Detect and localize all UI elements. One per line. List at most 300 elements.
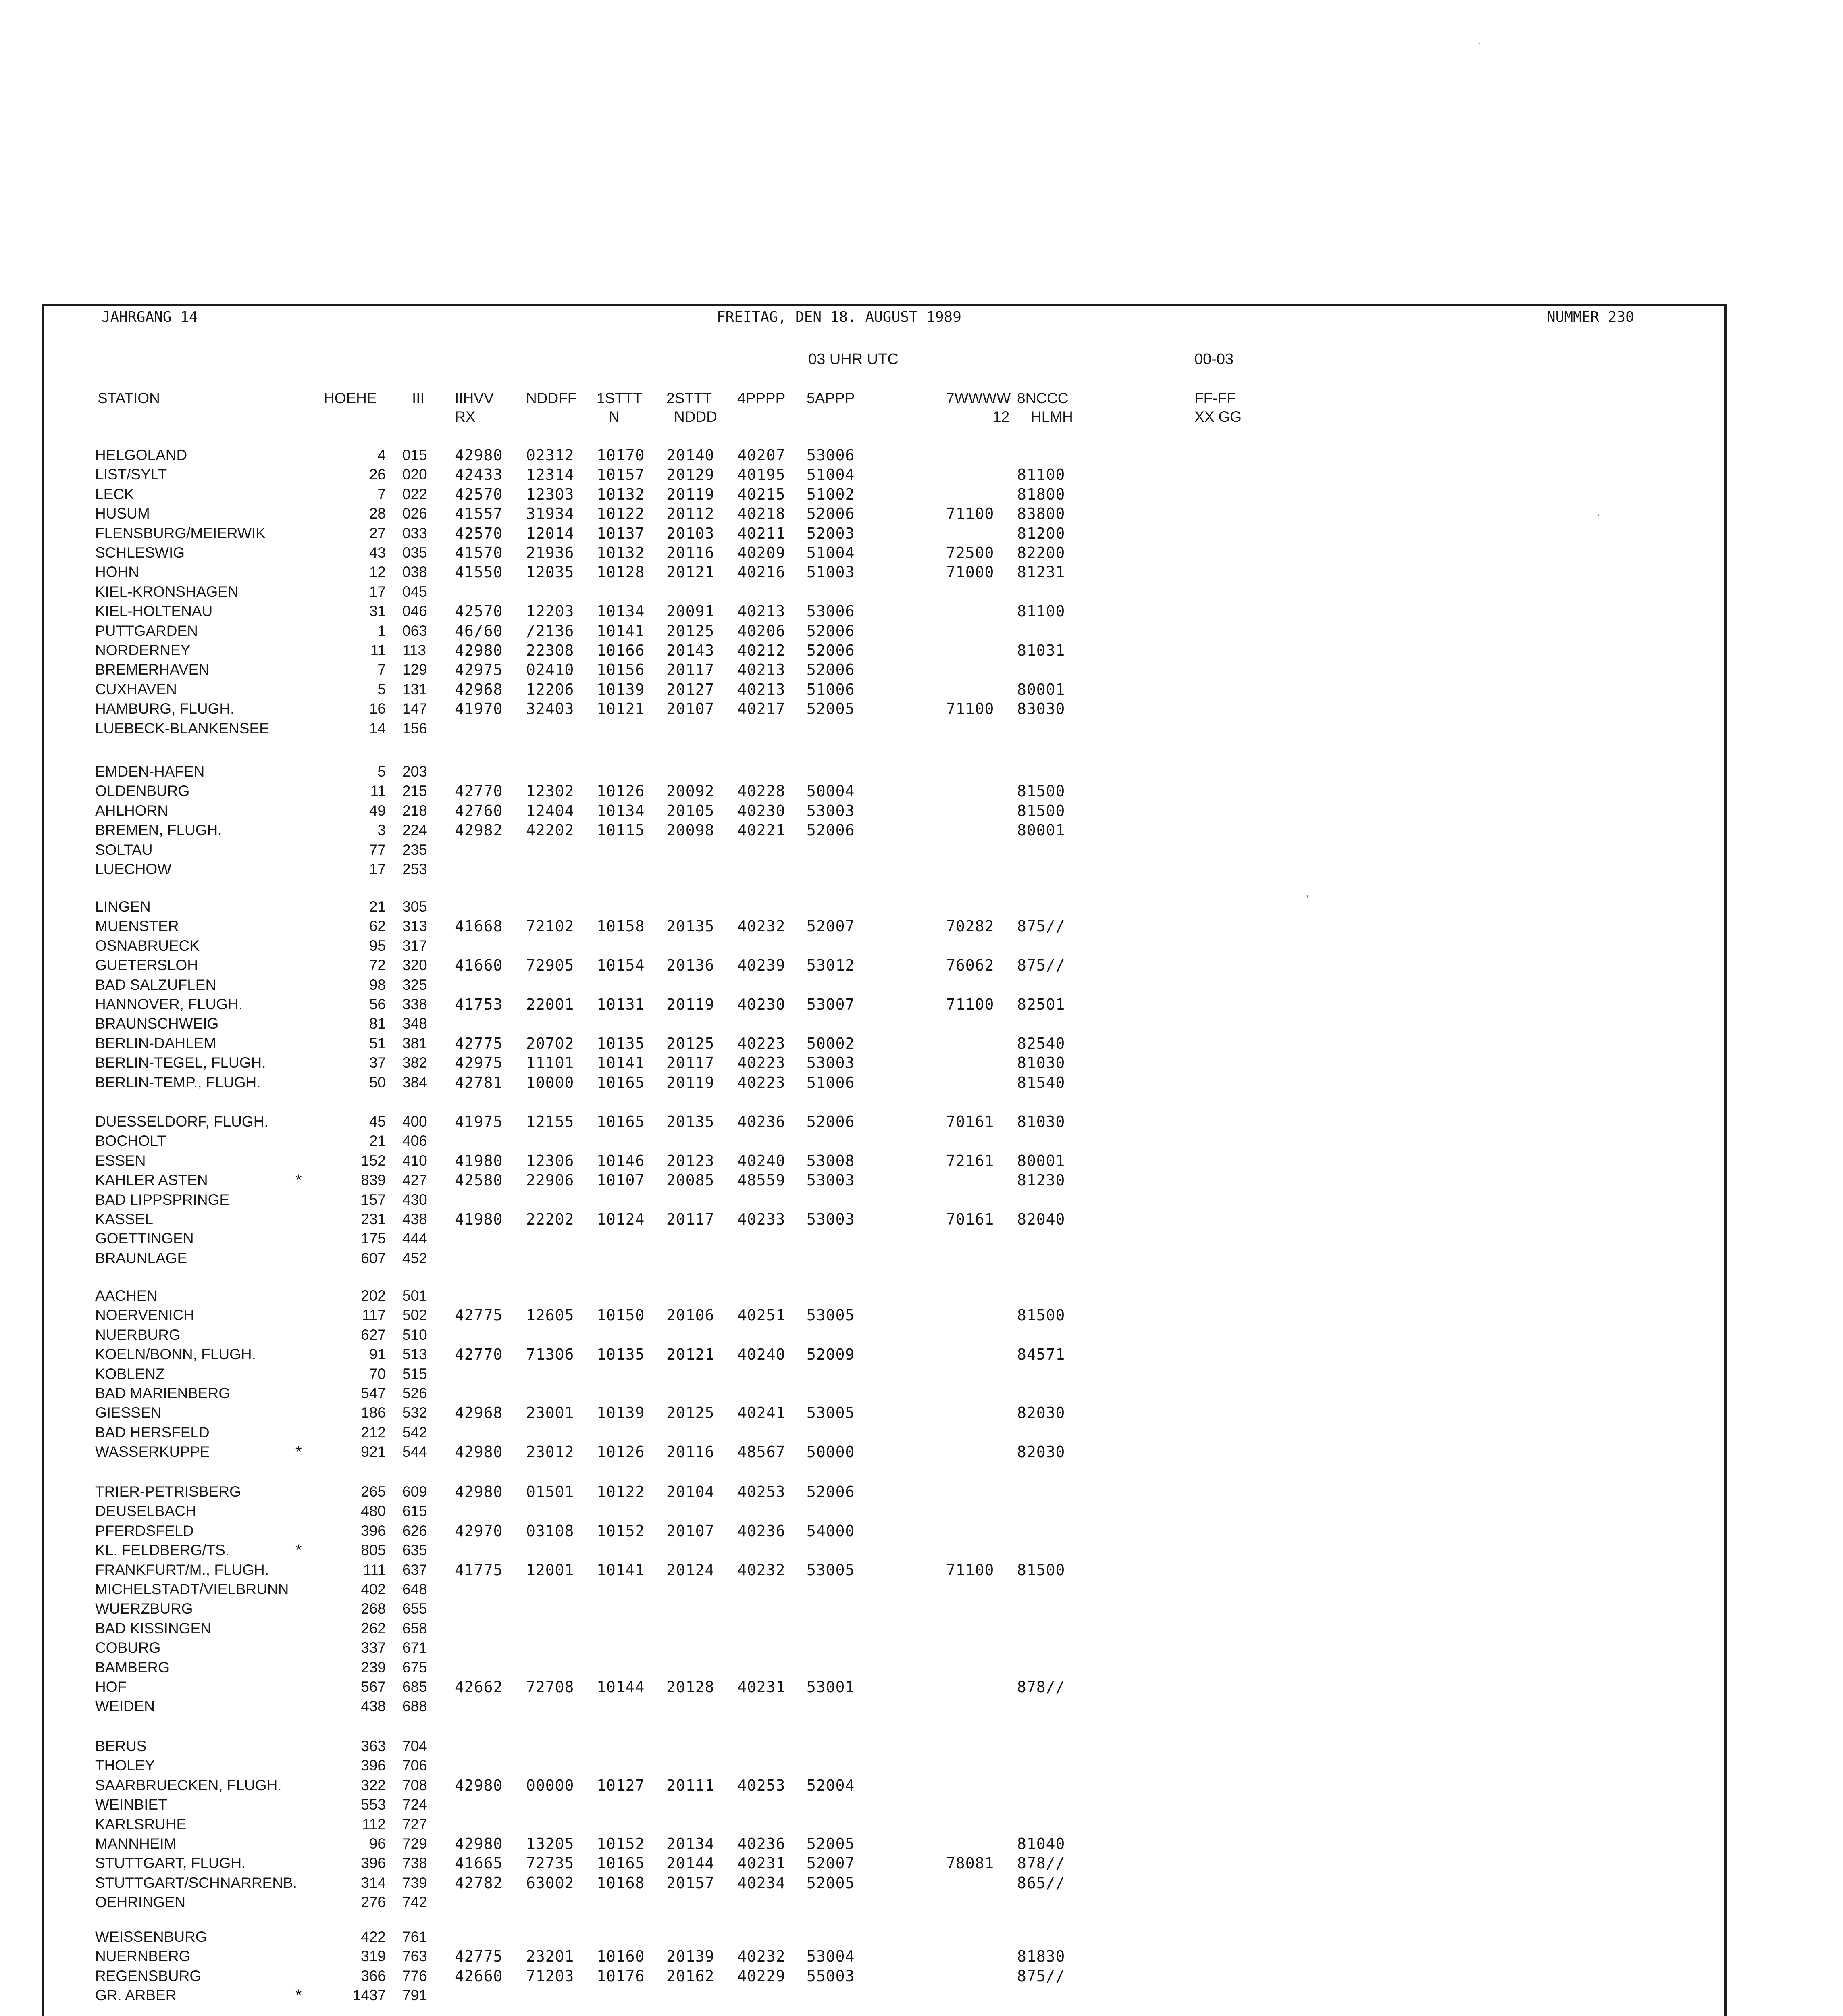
group-5appp: 52009	[807, 1345, 855, 1363]
group-iihvv: 42760	[455, 802, 503, 820]
group-1sttt: 10124	[597, 1210, 645, 1228]
station-row	[0, 1815, 1843, 1834]
group-4pppp: 40233	[737, 1210, 786, 1228]
group-8nccc: 81800	[1017, 485, 1065, 503]
group-4pppp: 40213	[737, 661, 786, 679]
station-name: BREMEN, FLUGH.	[95, 822, 222, 838]
station-name: COBURG	[95, 1639, 161, 1656]
group-1sttt: 10139	[597, 1404, 645, 1422]
station-height: 21	[369, 1133, 386, 1149]
group-2sttt: 20135	[666, 917, 715, 935]
station-index: 348	[402, 1015, 427, 1032]
station-index: 325	[402, 977, 427, 993]
group-5appp: 53003	[807, 802, 855, 820]
group-5appp: 51006	[807, 1074, 855, 1091]
period-label: 00-03	[1194, 351, 1234, 368]
station-name: HELGOLAND	[95, 447, 187, 463]
date-label: FREITAG, DEN 18. AUGUST 1989	[717, 309, 961, 325]
station-name: SAARBRUECKEN, FLUGH.	[95, 1777, 282, 1793]
station-index: 438	[402, 1211, 427, 1227]
station-row	[0, 1560, 1843, 1580]
group-7wwww: 71100	[946, 1561, 994, 1579]
group-nddff: /2136	[526, 622, 574, 640]
group-iihvv: 41753	[455, 996, 503, 1013]
group-2sttt: 20117	[666, 661, 715, 679]
group-nddff: 12206	[526, 681, 574, 698]
station-row	[0, 1893, 1843, 1912]
station-row	[0, 1756, 1843, 1775]
station-name: HOF	[95, 1679, 127, 1695]
station-height: 21	[369, 898, 386, 915]
group-nddff: 63002	[526, 1874, 574, 1892]
group-1sttt: 10165	[597, 1854, 645, 1872]
station-row	[0, 465, 1843, 484]
group-8nccc: 81031	[1017, 641, 1065, 659]
station-index: 542	[402, 1424, 427, 1441]
group-4pppp: 40215	[737, 485, 786, 503]
group-nddff: 12404	[526, 802, 574, 820]
station-row	[0, 1697, 1843, 1716]
station-height: 402	[361, 1581, 386, 1597]
station-height: 627	[361, 1327, 386, 1343]
group-4pppp: 40223	[737, 1054, 786, 1072]
station-row	[0, 840, 1843, 860]
group-4pppp: 40236	[737, 1835, 786, 1853]
group-5appp: 52006	[807, 641, 855, 659]
group-2sttt: 20105	[666, 802, 715, 820]
station-name: HAMBURG, FLUGH.	[95, 700, 235, 717]
station-name: HANNOVER, FLUGH.	[95, 996, 243, 1012]
station-height: 262	[361, 1620, 386, 1637]
station-index: 532	[402, 1404, 427, 1421]
station-row	[0, 1170, 1843, 1190]
group-7wwww: 71100	[946, 996, 994, 1013]
station-height: 921	[361, 1443, 386, 1460]
station-row	[0, 1599, 1843, 1618]
group-5appp: 52006	[807, 821, 855, 839]
group-8nccc: 81030	[1017, 1054, 1065, 1072]
group-2sttt: 20106	[666, 1306, 715, 1324]
group-4pppp: 40213	[737, 602, 786, 620]
station-height: 422	[361, 1929, 386, 1945]
group-1sttt: 10137	[597, 525, 645, 542]
station-row	[0, 1776, 1843, 1795]
station-row	[0, 995, 1843, 1014]
group-1sttt: 10156	[597, 661, 645, 679]
group-1sttt: 10165	[597, 1074, 645, 1091]
group-5appp: 52006	[807, 505, 855, 523]
station-index: 648	[402, 1581, 427, 1597]
station-row	[0, 916, 1843, 936]
station-height: 117	[362, 1307, 386, 1323]
station-row	[0, 543, 1843, 562]
station-name: LINGEN	[95, 898, 151, 915]
group-nddff: 11101	[526, 1054, 574, 1072]
station-index: 381	[402, 1035, 427, 1052]
station-index: 129	[402, 661, 427, 678]
group-5appp: 53001	[807, 1678, 855, 1696]
group-2sttt: 20107	[666, 700, 715, 718]
station-height: 62	[369, 918, 386, 934]
station-name: MICHELSTADT/VIELBRUNN	[95, 1581, 289, 1597]
group-5appp: 53007	[807, 996, 855, 1013]
nddff-column-header: NDDFF	[526, 390, 577, 406]
station-row	[0, 1947, 1843, 1966]
station-name: BERUS	[95, 1738, 147, 1754]
station-row	[0, 1442, 1843, 1462]
group-2sttt: 20121	[666, 563, 715, 581]
group-2sttt: 20135	[666, 1113, 715, 1131]
group-1sttt: 10146	[597, 1152, 645, 1170]
station-row	[0, 1854, 1843, 1873]
station-height: 202	[361, 1287, 386, 1304]
group-5appp: 53005	[807, 1404, 855, 1422]
group-5appp: 53006	[807, 602, 855, 620]
station-height: 396	[361, 1855, 386, 1871]
group-iihvv: 42980	[455, 641, 503, 659]
station-height: 268	[361, 1600, 386, 1617]
station-row	[0, 1034, 1843, 1053]
group-4pppp: 40221	[737, 821, 786, 839]
group-2sttt: 20128	[666, 1678, 715, 1696]
station-row	[0, 936, 1843, 956]
group-5appp: 53006	[807, 446, 855, 464]
group-2sttt: 20107	[666, 1522, 715, 1540]
station-height: 45	[369, 1113, 386, 1130]
group-4pppp: 40240	[737, 1152, 786, 1170]
station-name: WEINBIET	[95, 1796, 167, 1813]
station-height: 4	[377, 447, 386, 463]
group-1sttt: 10121	[597, 700, 645, 718]
group-2sttt: 20139	[666, 1947, 715, 1965]
group-4pppp: 40253	[737, 1483, 786, 1501]
iii-column-header: III	[412, 390, 424, 406]
station-row	[0, 1873, 1843, 1893]
group-iihvv: 41970	[455, 700, 503, 718]
station-row	[0, 1364, 1843, 1384]
group-8nccc: 82540	[1017, 1035, 1065, 1052]
group-2sttt: 20121	[666, 1345, 715, 1363]
station-index: 513	[402, 1346, 427, 1362]
group-nddff: 12314	[526, 466, 574, 483]
group-2sttt: 20112	[666, 505, 715, 523]
group-1sttt: 10152	[597, 1835, 645, 1853]
station-height: 17	[369, 583, 386, 600]
station-index: 113	[402, 642, 426, 658]
4pppp-column-header: 4PPPP	[737, 390, 786, 406]
station-row	[0, 1521, 1843, 1541]
station-row	[0, 801, 1843, 821]
5appp-column-header: 5APPP	[807, 390, 855, 406]
station-row	[0, 1403, 1843, 1422]
group-4pppp: 40236	[737, 1113, 786, 1131]
group-2sttt: 20144	[666, 1854, 715, 1872]
group-7wwww: 76062	[946, 956, 994, 974]
xxgg-column-subheader: XX GG	[1194, 408, 1242, 425]
station-index: 708	[402, 1777, 427, 1793]
group-8nccc: 83030	[1017, 700, 1065, 718]
station-row	[0, 956, 1843, 975]
station-name: NORDERNEY	[95, 642, 191, 658]
group-1sttt: 10160	[597, 1947, 645, 1965]
station-height: 553	[361, 1796, 386, 1813]
scan-speck: ·	[1477, 36, 1481, 50]
group-8nccc: 82030	[1017, 1443, 1065, 1461]
station-index: 045	[402, 583, 427, 600]
station-height: 14	[369, 720, 386, 737]
group-1sttt: 10135	[597, 1035, 645, 1052]
group-iihvv: 42781	[455, 1074, 503, 1091]
group-8nccc: 82200	[1017, 544, 1065, 562]
group-nddff: 23201	[526, 1947, 574, 1965]
group-2sttt: 20123	[666, 1152, 715, 1170]
station-row	[0, 1834, 1843, 1854]
station-name: OLDENBURG	[95, 783, 190, 799]
group-4pppp: 40231	[737, 1854, 786, 1872]
group-2sttt: 20119	[666, 996, 715, 1013]
group-1sttt: 10126	[597, 1443, 645, 1461]
station-height: 7	[377, 486, 386, 502]
station-name: BAMBERG	[95, 1659, 170, 1676]
station-height: 16	[369, 700, 386, 717]
station-name: BERLIN-TEGEL, FLUGH.	[95, 1054, 266, 1071]
nddd-column-subheader: NDDD	[674, 408, 717, 425]
group-4pppp: 40240	[737, 1345, 786, 1363]
station-index: 658	[402, 1620, 427, 1637]
group-1sttt: 10157	[597, 466, 645, 483]
station-row	[0, 1966, 1843, 1986]
group-1sttt: 10122	[597, 1483, 645, 1501]
group-iihvv: 41550	[455, 563, 503, 581]
group-nddff: 72102	[526, 917, 574, 935]
station-index: 609	[402, 1483, 427, 1500]
group-nddff: 12605	[526, 1306, 574, 1324]
station-height: 96	[369, 1835, 386, 1852]
group-4pppp: 40213	[737, 681, 786, 698]
station-name: NUERBURG	[95, 1327, 181, 1343]
station-name: DUESSELDORF, FLUGH.	[95, 1113, 268, 1130]
station-name: BAD MARIENBERG	[95, 1385, 231, 1402]
group-iihvv: 42770	[455, 782, 503, 800]
station-row	[0, 975, 1843, 995]
station-height: 175	[361, 1230, 386, 1247]
group-7wwww: 71100	[946, 505, 994, 523]
station-height: 12	[369, 564, 386, 580]
12-column-subheader: 12	[993, 408, 1010, 425]
station-name: LUECHOW	[95, 861, 172, 877]
group-iihvv: 41980	[455, 1210, 503, 1228]
group-iihvv: 42570	[455, 525, 503, 542]
station-name: GOETTINGEN	[95, 1230, 194, 1247]
station-index: 501	[402, 1287, 427, 1304]
group-2sttt: 20103	[666, 525, 715, 542]
group-8nccc: 875//	[1017, 1967, 1065, 1985]
group-5appp: 53003	[807, 1171, 855, 1189]
station-name: THOLEY	[95, 1757, 155, 1774]
station-name: KASSEL	[95, 1211, 153, 1227]
group-nddff: 12001	[526, 1561, 574, 1579]
group-8nccc: 875//	[1017, 917, 1065, 935]
group-nddff: 12303	[526, 485, 574, 503]
group-4pppp: 40232	[737, 1561, 786, 1579]
group-4pppp: 40195	[737, 466, 786, 483]
group-nddff: 42202	[526, 821, 574, 839]
station-name: GUETERSLOH	[95, 957, 198, 973]
group-5appp: 50004	[807, 782, 855, 800]
station-row	[0, 821, 1843, 840]
group-8nccc: 878//	[1017, 1678, 1065, 1696]
group-2sttt: 20085	[666, 1171, 715, 1189]
station-height: 265	[361, 1483, 386, 1500]
group-iihvv: 42660	[455, 1967, 503, 1985]
group-nddff: 71203	[526, 1967, 574, 1985]
group-1sttt: 10134	[597, 602, 645, 620]
station-row	[0, 1658, 1843, 1677]
group-nddff: 31934	[526, 505, 574, 523]
station-index: 253	[402, 861, 427, 877]
iihvv-column-header: IIHVV	[455, 390, 494, 406]
group-4pppp: 40232	[737, 917, 786, 935]
group-nddff: 12155	[526, 1113, 574, 1131]
group-nddff: 02312	[526, 446, 574, 464]
station-index: 384	[402, 1074, 427, 1091]
group-iihvv: 42570	[455, 602, 503, 620]
station-row	[0, 1190, 1843, 1210]
station-height: 5	[377, 763, 386, 780]
station-height: 77	[369, 841, 386, 858]
group-8nccc: 81030	[1017, 1113, 1065, 1131]
group-nddff: 32403	[526, 700, 574, 718]
station-height: 363	[361, 1738, 386, 1754]
station-name: BAD LIPPSPRINGE	[95, 1191, 230, 1208]
station-name: ESSEN	[95, 1152, 146, 1169]
group-2sttt: 20111	[666, 1776, 715, 1794]
station-name: KIEL-KRONSHAGEN	[95, 583, 239, 600]
station-name: LECK	[95, 486, 134, 502]
group-2sttt: 20125	[666, 622, 715, 640]
group-8nccc: 81100	[1017, 466, 1065, 483]
group-4pppp: 40229	[737, 1967, 786, 1985]
mountain-station-marker: *	[295, 1443, 302, 1461]
station-row	[0, 1482, 1843, 1502]
group-8nccc: 81200	[1017, 525, 1065, 542]
group-8nccc: 81540	[1017, 1074, 1065, 1091]
group-iihvv: 41570	[455, 544, 503, 562]
group-8nccc: 83800	[1017, 505, 1065, 523]
group-4pppp: 40232	[737, 1947, 786, 1965]
group-1sttt: 10170	[597, 446, 645, 464]
station-index: 382	[402, 1054, 427, 1071]
station-name: GIESSEN	[95, 1404, 162, 1421]
station-name: SOLTAU	[95, 841, 153, 858]
group-nddff: 72735	[526, 1854, 574, 1872]
station-row	[0, 1229, 1843, 1248]
group-nddff: 71306	[526, 1345, 574, 1363]
station-name: HUSUM	[95, 505, 150, 522]
station-name: LIST/SYLT	[95, 466, 167, 483]
group-7wwww: 70161	[946, 1113, 994, 1131]
8nccc-column-header: 8NCCC	[1017, 390, 1069, 406]
station-index: 338	[402, 996, 427, 1012]
group-nddff: 02410	[526, 661, 574, 679]
mountain-station-marker: *	[295, 1987, 302, 2004]
station-name: OEHRINGEN	[95, 1894, 186, 1910]
station-height: 1	[377, 623, 386, 639]
station-name: FRANKFURT/M., FLUGH.	[95, 1562, 269, 1578]
group-2sttt: 20091	[666, 602, 715, 620]
station-name: PFERDSFELD	[95, 1522, 194, 1539]
station-row	[0, 641, 1843, 660]
rx-column-subheader: RX	[455, 408, 476, 425]
station-index: 791	[402, 1987, 427, 2004]
station-index: 320	[402, 957, 427, 973]
group-iihvv: 41668	[455, 917, 503, 935]
group-1sttt: 10144	[597, 1678, 645, 1696]
station-row	[0, 1795, 1843, 1814]
group-5appp: 50002	[807, 1035, 855, 1052]
station-name: HOHN	[95, 564, 139, 580]
station-height: 152	[361, 1152, 386, 1169]
group-nddff: 12035	[526, 563, 574, 581]
station-row	[0, 621, 1843, 641]
group-1sttt: 10107	[597, 1171, 645, 1189]
group-1sttt: 10168	[597, 1874, 645, 1892]
group-nddff: 22202	[526, 1210, 574, 1228]
station-height: 567	[361, 1679, 386, 1695]
group-5appp: 54000	[807, 1522, 855, 1540]
station-name: STUTTGART, FLUGH.	[95, 1855, 246, 1871]
station-row	[0, 602, 1843, 621]
station-index: 761	[402, 1929, 427, 1945]
station-index: 727	[402, 1816, 427, 1833]
group-4pppp: 40253	[737, 1776, 786, 1794]
group-iihvv: 42775	[455, 1947, 503, 1965]
station-row	[0, 1151, 1843, 1170]
station-height: 239	[361, 1659, 386, 1676]
station-index: 635	[402, 1542, 427, 1558]
station-row	[0, 1541, 1843, 1560]
group-iihvv: 46/60	[455, 622, 503, 640]
station-name: KL. FELDBERG/TS.	[95, 1542, 230, 1558]
station-name: FLENSBURG/MEIERWIK	[95, 525, 266, 541]
station-row	[0, 860, 1843, 879]
station-height: 480	[361, 1503, 386, 1519]
group-2sttt: 20157	[666, 1874, 715, 1892]
station-index: 035	[402, 544, 427, 561]
station-index: 615	[402, 1503, 427, 1519]
station-index: 688	[402, 1698, 427, 1714]
station-height: 28	[369, 505, 386, 522]
group-4pppp: 40251	[737, 1306, 786, 1324]
station-row	[0, 781, 1843, 801]
group-4pppp: 40230	[737, 802, 786, 820]
station-height: 37	[369, 1054, 386, 1071]
station-index: 763	[402, 1948, 427, 1964]
station-index: 724	[402, 1796, 427, 1813]
group-5appp: 51006	[807, 681, 855, 698]
group-8nccc: 80001	[1017, 821, 1065, 839]
group-5appp: 52004	[807, 1776, 855, 1794]
station-name: REGENSBURG	[95, 1968, 202, 1984]
group-5appp: 51003	[807, 563, 855, 581]
station-index: 410	[402, 1152, 427, 1169]
station-index: 685	[402, 1679, 427, 1695]
station-height: 396	[361, 1522, 386, 1539]
station-index: 655	[402, 1600, 427, 1617]
group-2sttt: 20098	[666, 821, 715, 839]
station-name: DEUSELBACH	[95, 1503, 196, 1519]
station-row	[0, 524, 1843, 543]
